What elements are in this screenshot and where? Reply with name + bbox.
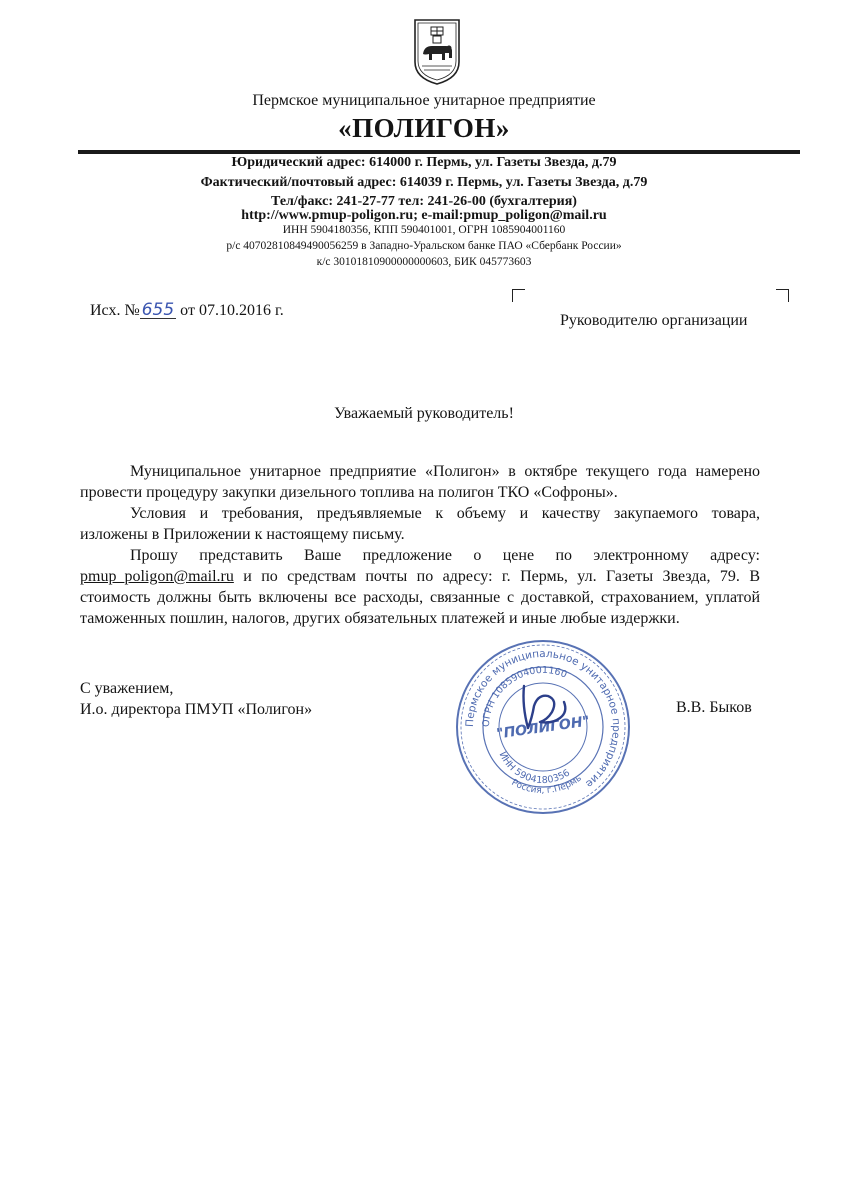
inn-line: ИНН 5904180356, КПП 590401001, ОГРН 1085904001160 [282,224,566,236]
paragraph-2 [80,503,760,545]
address-corner-left [512,289,525,302]
coat-of-arms-icon [412,18,462,86]
p2-line-2: изложены в Приложении к настоящему письму. [80,526,405,543]
p3-line-1: Прошу представить Ваше предложение о цене по электронному адресу: [130,547,760,564]
paragraph-1 [80,461,760,503]
p3-line-2 [80,566,760,587]
header-divider [78,150,800,154]
p3-line-4: таможенных пошлин, налогов, других обязательных платежей и иные любые издержки. [80,610,680,627]
p1-line-1: Муниципальное унитарное предприятие «Полигон» в октябре текущего года намерено [130,463,760,480]
signer-position: И.о. директора ПМУП «Полигон» [80,701,313,718]
outgoing-number [90,302,284,320]
paragraph-3 [80,545,760,629]
p3-line-3: стоимость должны быть включены все расходы, связанные с доставкой, страхованием, уплатой [80,589,760,606]
postal-address: Фактический/почтовый адрес: 614039 г. Пермь, ул. Газеты Звезда, д.79 [200,175,648,190]
outgoing-number-handwritten: 655 [141,300,175,320]
recipient: Руководителю организации [560,312,748,329]
stamp-ogrn-text: ОГРН 1085904001160 [480,664,569,728]
corr-account-line: к/с 30101810900000000603, БИК 045773603 [316,256,532,268]
company-seal [452,636,634,818]
svg-text:ИНН 5904180356 [497,750,572,786]
stamp-outer-text: Пермское муниципальное унитарное предприятие [463,647,623,790]
stamp-center-text: "ПОЛИГОН" [495,713,591,743]
email-link[interactable]: pmup_poligon@mail.ru [80,568,234,585]
address-corner-right [776,289,789,302]
phones: Тел/факс: 241-27-77 тел: 241-26-00 (бухгалтерия) [271,194,577,209]
p2-line-1: Условия и требования, предъявляемые к объему и качеству закупаемого товара, [130,505,760,522]
greeting: Уважаемый руководитель! [334,405,514,422]
outgoing-date: от 07.10.2016 г. [180,302,284,319]
stamp-city-text: Россия, г.Пермь [509,773,584,797]
outgoing-prefix: Исх. № [90,302,140,319]
p1-line-2: провести процедуру закупки дизельного топлива на полигон ТКО «Софроны». [80,484,618,501]
p3-line-2-rest: и по средствам почты по адресу: г. Пермь, ул. Газеты Звезда, 79. В [233,568,760,585]
signer-name: В.В. Быков [676,699,752,716]
org-name: Пермское муниципальное унитарное предприятие [252,92,596,109]
web-email: http://www.pmup-poligon.ru; e-mail:pmup_poligon@mail.ru [241,208,607,223]
closing-phrase: С уважением, [80,680,174,697]
stamp-inn-text: ИНН 5904180356 [496,750,573,787]
bank-account-line: р/с 40702810849490056259 в Западно-Уральском банке ПАО «Сбербанк России» [226,240,622,252]
org-title: «ПОЛИГОН» [338,113,510,143]
legal-address: Юридический адрес: 614000 г. Пермь, ул. Газеты Звезда, д.79 [231,155,617,170]
closing-block [80,678,312,720]
